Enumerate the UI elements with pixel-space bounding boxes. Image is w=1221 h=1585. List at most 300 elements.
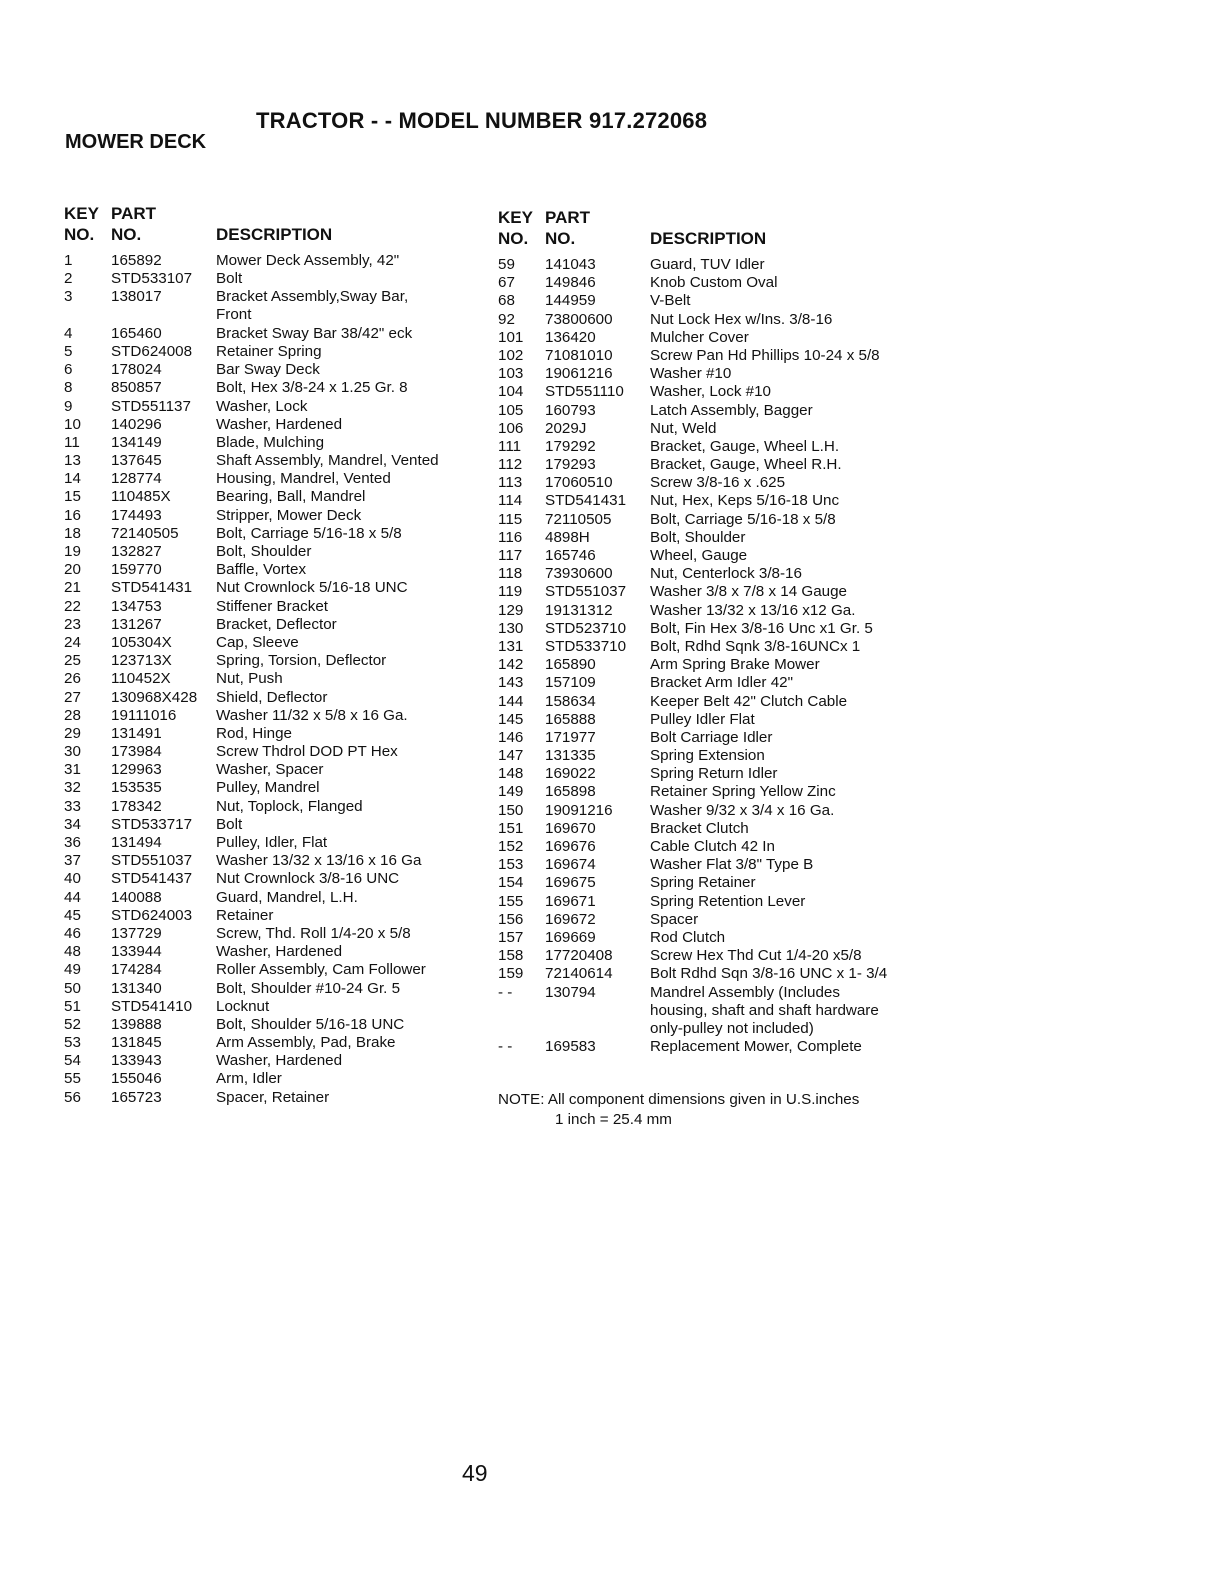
part-description: Pulley, Idler, Flat	[216, 834, 328, 852]
part-number: STD541431	[545, 492, 627, 510]
part-description: Rod, Hinge	[216, 724, 292, 742]
part-number: STD541431	[111, 579, 193, 597]
table-row	[498, 711, 968, 729]
part-description: Cable Clutch 42 In	[650, 838, 775, 855]
key-number: 5	[64, 342, 73, 360]
part-number: 169676	[545, 838, 596, 855]
key-number: 151	[498, 819, 524, 837]
header-part-line1: PART	[111, 204, 157, 223]
part-number: STD624008	[111, 342, 193, 360]
part-number: 2029J	[545, 419, 587, 437]
table-row	[64, 525, 534, 543]
part-description: Latch Assembly, Bagger	[650, 401, 813, 419]
part-number: 140088	[111, 888, 162, 906]
part-number: 134753	[111, 597, 162, 615]
note-line2: 1 inch = 25.4 mm	[555, 1111, 672, 1128]
part-description: Washer, Lock	[216, 397, 308, 415]
note-label: NOTE:	[498, 1091, 545, 1108]
table-row	[64, 889, 534, 907]
part-number: 17720408	[545, 947, 613, 965]
key-number: 37	[64, 852, 81, 870]
part-description: Washer, Lock #10	[650, 383, 772, 401]
table-row	[498, 329, 968, 347]
part-description: Bracket Arm Idler 42"	[650, 674, 793, 692]
part-number: 169672	[545, 910, 596, 928]
key-number: 152	[498, 838, 524, 855]
part-number: 139888	[111, 1015, 162, 1033]
key-number: 143	[498, 674, 524, 692]
part-number: STD533710	[545, 637, 627, 655]
part-description: Shield, Deflector	[216, 688, 328, 706]
part-number: 165746	[545, 547, 596, 564]
part-number: STD541410	[111, 997, 193, 1015]
part-description: Spacer, Retainer	[216, 1088, 330, 1106]
table-row	[64, 1089, 534, 1107]
table-row	[498, 965, 968, 983]
part-description: Spring Extension	[650, 747, 765, 765]
part-description: Washer, Hardened	[216, 943, 343, 961]
header-description: DESCRIPTION	[650, 229, 767, 248]
key-number: 119	[498, 583, 523, 601]
part-number: 171977	[545, 728, 596, 746]
table-row	[64, 416, 534, 434]
part-number: 4898H	[545, 528, 590, 546]
table-row	[498, 274, 968, 292]
part-number: STD551037	[545, 583, 627, 601]
part-number: 179292	[545, 437, 596, 455]
part-number: 137729	[111, 924, 162, 942]
table-row	[498, 820, 968, 838]
part-description: Bolt, Shoulder 5/16-18 UNC	[216, 1015, 405, 1033]
table-row	[498, 947, 968, 965]
key-number: 130	[498, 619, 524, 637]
header-key-line2: NO.	[498, 229, 529, 248]
table-row	[498, 474, 968, 492]
table-row	[498, 292, 968, 310]
key-number: 145	[498, 710, 524, 728]
part-number: 17060510	[545, 474, 613, 492]
part-number: 169675	[545, 874, 596, 892]
table-row	[64, 543, 534, 561]
header-key-line1: KEY	[498, 208, 533, 227]
part-number: STD533107	[111, 270, 193, 288]
part-number: 73930600	[545, 565, 613, 583]
part-number: 131267	[111, 615, 162, 633]
table-row	[64, 980, 534, 998]
key-number: 148	[498, 765, 524, 783]
part-description: Nut Crownlock 5/16-18 UNC	[216, 579, 408, 597]
table-row	[498, 438, 968, 456]
part-description: Arm Spring Brake Mower	[650, 656, 820, 674]
part-description: Screw Thdrol DOD PT Hex	[216, 743, 398, 761]
part-description: Spring Return Idler	[650, 765, 778, 783]
part-description: Guard, Mandrel, L.H.	[216, 888, 358, 906]
part-number: STD533717	[111, 815, 193, 833]
table-row	[498, 565, 968, 583]
part-description: Bar Sway Deck	[216, 361, 320, 379]
table-row	[64, 598, 534, 616]
part-number: 169583	[545, 1038, 596, 1056]
key-number: 154	[498, 874, 524, 892]
table-row	[498, 492, 968, 510]
part-number: 105304X	[111, 633, 172, 651]
part-number: 133943	[111, 1052, 162, 1070]
key-number: 115	[498, 510, 523, 528]
table-row	[498, 674, 968, 692]
part-number: 149846	[545, 274, 596, 292]
part-description: Bracket, Gauge, Wheel R.H.	[650, 456, 842, 474]
table-row	[498, 420, 968, 438]
part-description: Retainer Spring Yellow Zinc	[650, 783, 836, 801]
key-number: 103	[498, 365, 524, 383]
table-row	[64, 361, 534, 379]
key-number: 14	[64, 470, 81, 488]
part-number: 178024	[111, 361, 162, 379]
table-row	[64, 634, 534, 652]
part-number: 130968X428	[111, 688, 198, 706]
key-number: 34	[64, 815, 81, 833]
part-description: Housing, Mandrel, Vented	[216, 470, 391, 488]
part-description: Bracket Clutch	[650, 819, 749, 837]
part-number: 169670	[545, 819, 596, 837]
table-row	[498, 402, 968, 420]
table-row	[498, 893, 968, 911]
key-number: 40	[64, 870, 81, 888]
key-number: 11	[64, 433, 80, 451]
part-description: Spacer	[650, 910, 699, 928]
table-row	[498, 856, 968, 874]
part-description: Washer 11/32 x 5/8 x 16 Ga.	[216, 706, 408, 724]
key-number: 25	[64, 652, 81, 670]
key-number: 10	[64, 415, 81, 433]
table-row	[498, 620, 968, 638]
key-number: 114	[498, 492, 523, 510]
part-description: Rod Clutch	[650, 928, 726, 946]
part-description: Guard, TUV Idler	[650, 256, 765, 273]
key-number: 26	[64, 670, 81, 688]
key-number: 117	[498, 547, 523, 564]
part-description: Bolt	[216, 270, 243, 288]
table-header	[498, 208, 968, 253]
table-row	[64, 798, 534, 816]
table-row	[64, 288, 534, 324]
part-number: 165723	[111, 1088, 162, 1106]
table-row	[498, 383, 968, 401]
header-part-line2: NO.	[111, 225, 142, 244]
table-row	[64, 725, 534, 743]
part-description: Bracket, Deflector	[216, 615, 337, 633]
key-number: 24	[64, 633, 81, 651]
table-row	[64, 1052, 534, 1070]
parts-table-left	[64, 204, 534, 1107]
part-description: Washer, Hardened	[216, 415, 343, 433]
part-number: 169022	[545, 765, 596, 783]
part-description: Blade, Mulching	[216, 433, 325, 451]
part-number: STD551037	[111, 852, 193, 870]
table-row	[64, 452, 534, 470]
part-description: Mandrel Assembly (Includes housing, shaft and shaft hardware only-pulley not included)	[650, 983, 879, 1037]
table-row	[498, 911, 968, 929]
page-number: 49	[462, 1460, 488, 1486]
part-number: 144959	[545, 292, 596, 310]
key-number: 54	[64, 1052, 81, 1070]
part-number: 850857	[111, 379, 162, 397]
table-row	[64, 561, 534, 579]
page-title: TRACTOR - - MODEL NUMBER 917.272068	[256, 108, 708, 133]
part-description: Washer, Spacer	[216, 761, 324, 779]
table-row	[64, 834, 534, 852]
key-number: 21	[64, 579, 81, 597]
key-number: 29	[64, 724, 81, 742]
key-number: 142	[498, 656, 524, 674]
part-description: Bolt Carriage Idler	[650, 728, 773, 746]
part-description: Washer 9/32 x 3/4 x 16 Ga.	[650, 801, 835, 819]
table-row	[64, 761, 534, 779]
part-description: Spring, Torsion, Deflector	[216, 652, 387, 670]
part-description: Mower Deck Assembly, 42"	[216, 252, 400, 269]
part-number: 155046	[111, 1070, 162, 1088]
part-description: Washer Flat 3/8" Type B	[650, 856, 814, 874]
table-row	[64, 1016, 534, 1034]
table-row	[498, 747, 968, 765]
part-number: STD624003	[111, 906, 193, 924]
part-number: 19061216	[545, 365, 613, 383]
key-number: 6	[64, 361, 73, 379]
part-number: 129963	[111, 761, 162, 779]
key-number: - -	[498, 1038, 513, 1056]
part-number: 141043	[545, 256, 596, 273]
part-description: Roller Assembly, Cam Follower	[216, 961, 426, 979]
table-row	[64, 652, 534, 670]
key-number: 27	[64, 688, 81, 706]
table-row	[498, 311, 968, 329]
key-number: 18	[64, 524, 81, 542]
part-number: 133944	[111, 943, 162, 961]
part-description: Baffle, Vortex	[216, 561, 307, 579]
key-number: 44	[64, 888, 81, 906]
table-row	[64, 816, 534, 834]
part-number: 174284	[111, 961, 162, 979]
parts-list-right	[498, 256, 968, 1056]
key-number: 158	[498, 947, 524, 965]
part-number: 169671	[545, 892, 596, 910]
part-description: Bolt	[216, 815, 243, 833]
key-number: 155	[498, 892, 524, 910]
part-description: Bolt, Carriage 5/16-18 x 5/8	[216, 524, 402, 542]
key-number: 147	[498, 747, 524, 765]
key-number: 50	[64, 979, 81, 997]
table-row	[64, 379, 534, 397]
part-description: Bolt, Shoulder #10-24 Gr. 5	[216, 979, 401, 997]
table-row	[64, 943, 534, 961]
table-row	[64, 707, 534, 725]
part-number: 138017	[111, 288, 162, 306]
part-description: Replacement Mower, Complete	[650, 1038, 862, 1056]
part-description: Bolt, Hex 3/8-24 x 1.25 Gr. 8	[216, 379, 408, 397]
key-number: 53	[64, 1034, 81, 1052]
key-number: 112	[498, 456, 523, 474]
part-description: Screw 3/8-16 x .625	[650, 474, 786, 492]
part-number: 19111016	[111, 706, 177, 724]
table-row	[498, 1038, 968, 1056]
part-description: Nut, Centerlock 3/8-16	[650, 565, 802, 583]
part-number: 165888	[545, 710, 596, 728]
key-number: 8	[64, 379, 73, 397]
key-number: 15	[64, 488, 81, 506]
table-row	[498, 693, 968, 711]
key-number: 118	[498, 565, 523, 583]
table-row	[64, 870, 534, 888]
part-description: Arm Assembly, Pad, Brake	[216, 1034, 396, 1052]
part-description: Bracket Assembly,Sway Bar, Front	[216, 288, 409, 324]
part-number: 140296	[111, 415, 162, 433]
header-description: DESCRIPTION	[216, 225, 333, 244]
part-description: Keeper Belt 42" Clutch Cable	[650, 692, 848, 710]
part-description: Pulley, Mandrel	[216, 779, 320, 797]
part-description: Washer 3/8 x 7/8 x 14 Gauge	[650, 583, 847, 601]
part-number: 169669	[545, 928, 596, 946]
part-description: V-Belt	[650, 292, 691, 310]
table-row	[64, 1034, 534, 1052]
table-row	[498, 529, 968, 547]
part-description: Nut, Push	[216, 670, 283, 688]
part-description: Bearing, Ball, Mandrel	[216, 488, 366, 506]
part-number: 157109	[545, 674, 596, 692]
key-number: 111	[498, 437, 522, 455]
key-number: 55	[64, 1070, 81, 1088]
key-number: 30	[64, 743, 81, 761]
part-description: Bolt, Carriage 5/16-18 x 5/8	[650, 510, 836, 528]
part-number: 73800600	[545, 310, 613, 328]
key-number: 150	[498, 801, 524, 819]
key-number: 32	[64, 779, 81, 797]
dimension-note	[498, 1090, 859, 1130]
table-row	[498, 256, 968, 274]
part-description: Screw, Thd. Roll 1/4-20 x 5/8	[216, 924, 411, 942]
part-description: Bolt Rdhd Sqn 3/8-16 UNC x 1- 3/4	[650, 965, 888, 983]
table-row	[64, 325, 534, 343]
key-number: 159	[498, 965, 524, 983]
part-number: STD541437	[111, 870, 193, 888]
part-number: 165892	[111, 252, 162, 269]
key-number: 51	[64, 997, 81, 1015]
key-number: 153	[498, 856, 524, 874]
part-number: 71081010	[545, 346, 613, 364]
table-row	[498, 874, 968, 892]
header-part-line2: NO.	[545, 229, 576, 248]
table-row	[64, 579, 534, 597]
part-description: Bolt, Shoulder	[216, 543, 312, 561]
table-row	[498, 365, 968, 383]
part-description: Cap, Sleeve	[216, 633, 299, 651]
table-row	[498, 638, 968, 656]
part-description: Nut Crownlock 3/8-16 UNC	[216, 870, 400, 888]
table-row	[498, 783, 968, 801]
part-number: STD551137	[111, 397, 191, 415]
table-row	[498, 511, 968, 529]
table-row	[64, 507, 534, 525]
part-number: 159770	[111, 561, 162, 579]
key-number: 67	[498, 274, 515, 292]
table-row	[498, 929, 968, 947]
part-description: Screw Pan Hd Phillips 10-24 x 5/8	[650, 346, 880, 364]
part-number: 128774	[111, 470, 162, 488]
table-row	[64, 925, 534, 943]
key-number: 49	[64, 961, 81, 979]
key-number: 4	[64, 324, 73, 342]
table-row	[498, 729, 968, 747]
part-number: 131491	[111, 724, 162, 742]
key-number: - -	[498, 983, 513, 1001]
key-number: 16	[64, 506, 81, 524]
parts-list-left	[64, 252, 534, 1107]
header-key-line1: KEY	[64, 204, 99, 223]
section-title: MOWER DECK	[65, 131, 207, 153]
table-row	[64, 779, 534, 797]
part-description: Washer 13/32 x 13/16 x 16 Ga	[216, 852, 422, 870]
part-number: 132827	[111, 543, 162, 561]
part-description: Bolt, Fin Hex 3/8-16 Unc x1 Gr. 5	[650, 619, 873, 637]
part-number: 160793	[545, 401, 596, 419]
table-row	[64, 252, 534, 270]
part-number: 19131312	[545, 601, 613, 619]
table-row	[498, 347, 968, 365]
table-row	[64, 743, 534, 761]
key-number: 146	[498, 728, 524, 746]
table-header	[64, 204, 534, 249]
part-description: Mulcher Cover	[650, 328, 749, 346]
key-number: 144	[498, 692, 524, 710]
key-number: 52	[64, 1015, 81, 1033]
part-number: 131494	[111, 834, 162, 852]
part-number: 130794	[545, 983, 596, 1001]
table-row	[64, 270, 534, 288]
part-number: 131340	[111, 979, 162, 997]
key-number: 105	[498, 401, 524, 419]
key-number: 56	[64, 1088, 81, 1106]
table-row	[498, 583, 968, 601]
part-description: Washer, Hardened	[216, 1052, 343, 1070]
key-number: 92	[498, 310, 515, 328]
key-number: 149	[498, 783, 524, 801]
part-description: Retainer	[216, 906, 274, 924]
key-number: 101	[498, 328, 524, 346]
table-row	[64, 616, 534, 634]
key-number: 9	[64, 397, 73, 415]
part-description: Bracket Sway Bar 38/42" eck	[216, 324, 413, 342]
part-number: 131335	[545, 747, 596, 765]
key-number: 28	[64, 706, 81, 724]
table-row	[498, 802, 968, 820]
table-row	[64, 470, 534, 488]
part-description: Wheel, Gauge	[650, 547, 748, 564]
key-number: 106	[498, 419, 524, 437]
part-number: 134149	[111, 433, 162, 451]
part-description: Arm, Idler	[216, 1070, 282, 1088]
table-row	[498, 547, 968, 565]
part-number: 19091216	[545, 801, 613, 819]
part-description: Screw Hex Thd Cut 1/4-20 x5/8	[650, 947, 862, 965]
part-number: 158634	[545, 692, 596, 710]
part-description: Spring Retention Lever	[650, 892, 806, 910]
part-description: Stripper, Mower Deck	[216, 506, 362, 524]
part-number: 72140505	[111, 524, 179, 542]
part-description: Nut, Toplock, Flanged	[216, 797, 363, 815]
key-number: 104	[498, 383, 524, 401]
part-description: Bolt, Shoulder	[650, 528, 746, 546]
note-line1: All component dimensions given in U.S.inches	[547, 1091, 860, 1108]
key-number: 33	[64, 797, 81, 815]
